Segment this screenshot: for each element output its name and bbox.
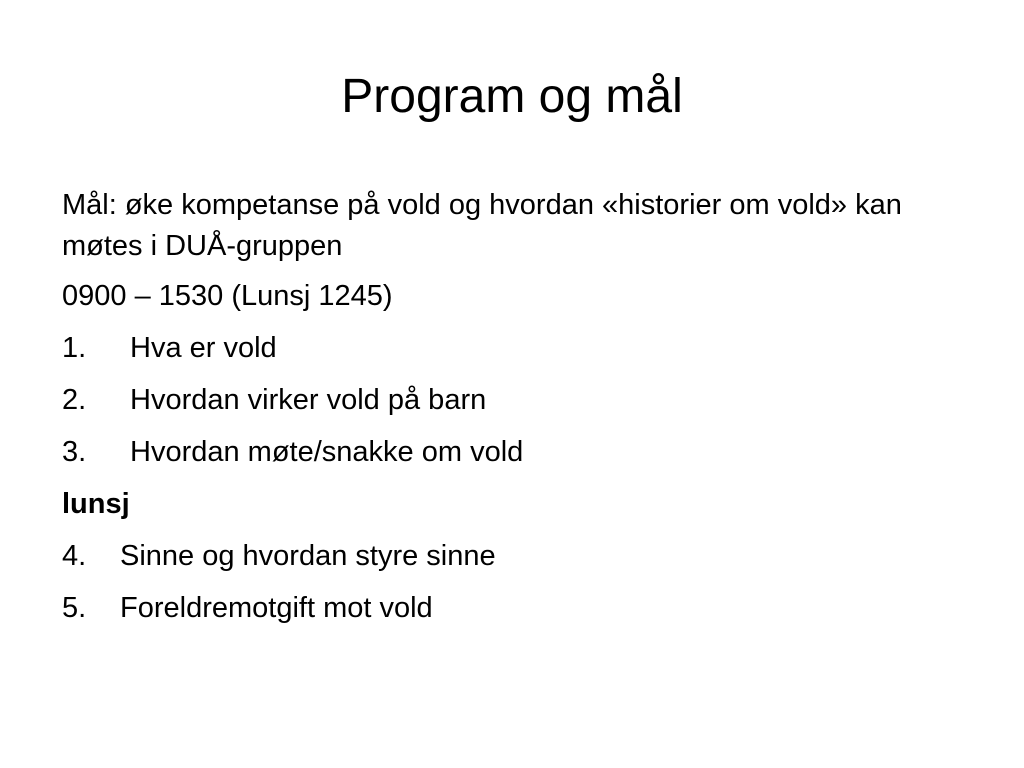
- list-item-text: Foreldremotgift mot vold: [120, 592, 433, 624]
- lunch-label: lunsj: [62, 488, 130, 520]
- list-item-number: 4.: [62, 540, 87, 572]
- list-item-number: 1.: [62, 332, 87, 364]
- list-item: [62, 435, 982, 469]
- schedule-text: 0900 – 1530 (Lunsj 1245): [62, 280, 393, 312]
- list-item: [62, 331, 982, 365]
- list-item-number: 5.: [62, 592, 87, 624]
- list-item: [62, 591, 982, 625]
- list-item-text: Hvordan virker vold på barn: [130, 384, 487, 416]
- list-item-number: 3.: [62, 436, 87, 468]
- list-item: [62, 383, 982, 417]
- goal-text: Mål: øke kompetanse på vold og hvordan «historier om vold» kan møtes i DUÅ-gruppen: [62, 189, 902, 262]
- list-item-text: Sinne og hvordan styre sinne: [120, 540, 496, 572]
- list-item-number: 2.: [62, 384, 87, 416]
- list-item-text: Hva er vold: [130, 332, 277, 364]
- list-item-text: Hvordan møte/snakke om vold: [130, 436, 524, 468]
- slide-body: [62, 185, 982, 643]
- list-item: [62, 539, 982, 573]
- slide-title: Program og mål: [341, 70, 683, 123]
